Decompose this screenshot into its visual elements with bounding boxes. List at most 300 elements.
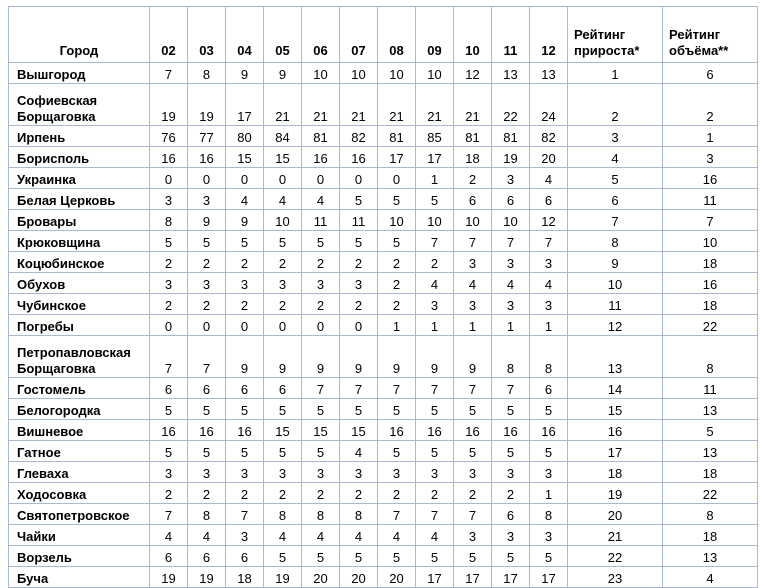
- growth-rank-cell: 4: [568, 147, 663, 168]
- volume-rank-cell: 2: [663, 84, 758, 126]
- year-value-cell: 17: [416, 567, 454, 588]
- column-header-year: 11: [492, 7, 530, 63]
- growth-rank-cell: 17: [568, 441, 663, 462]
- year-value-cell: 0: [378, 168, 416, 189]
- year-value-cell: 2: [226, 483, 264, 504]
- year-value-cell: 5: [378, 231, 416, 252]
- year-value-cell: 3: [150, 273, 188, 294]
- year-value-cell: 4: [150, 525, 188, 546]
- year-value-cell: 2: [378, 273, 416, 294]
- year-value-cell: 5: [188, 231, 226, 252]
- year-value-cell: 20: [302, 567, 340, 588]
- year-value-cell: 2: [302, 294, 340, 315]
- growth-rank-cell: 14: [568, 378, 663, 399]
- year-value-cell: 20: [530, 147, 568, 168]
- city-name-cell: Ворзель: [9, 546, 150, 567]
- year-value-cell: 15: [340, 420, 378, 441]
- year-value-cell: 16: [378, 420, 416, 441]
- year-value-cell: 6: [188, 546, 226, 567]
- year-value-cell: 10: [416, 63, 454, 84]
- table-row: [9, 315, 758, 336]
- year-value-cell: 6: [492, 189, 530, 210]
- year-value-cell: 16: [340, 147, 378, 168]
- year-value-cell: 5: [302, 399, 340, 420]
- year-value-cell: 17: [226, 84, 264, 126]
- year-value-cell: 6: [454, 189, 492, 210]
- growth-rank-cell: 5: [568, 168, 663, 189]
- year-value-cell: 2: [492, 483, 530, 504]
- volume-rank-cell: 16: [663, 168, 758, 189]
- year-value-cell: 3: [188, 462, 226, 483]
- table-row: [9, 126, 758, 147]
- year-value-cell: 10: [340, 63, 378, 84]
- city-name-cell: Софиевская Борщаговка: [9, 84, 150, 126]
- year-value-cell: 15: [264, 420, 302, 441]
- year-value-cell: 13: [530, 63, 568, 84]
- year-value-cell: 5: [264, 231, 302, 252]
- column-header-year: 08: [378, 7, 416, 63]
- year-value-cell: 9: [340, 336, 378, 378]
- year-value-cell: 8: [188, 63, 226, 84]
- table-row: [9, 63, 758, 84]
- year-value-cell: 5: [378, 546, 416, 567]
- year-value-cell: 8: [302, 504, 340, 525]
- year-value-cell: 5: [340, 546, 378, 567]
- growth-rank-cell: 23: [568, 567, 663, 588]
- growth-rank-cell: 15: [568, 399, 663, 420]
- table-row: [9, 525, 758, 546]
- year-value-cell: 3: [150, 189, 188, 210]
- year-value-cell: 81: [378, 126, 416, 147]
- year-value-cell: 9: [226, 336, 264, 378]
- column-header-year: 04: [226, 7, 264, 63]
- year-value-cell: 84: [264, 126, 302, 147]
- volume-rank-cell: 3: [663, 147, 758, 168]
- year-value-cell: 17: [530, 567, 568, 588]
- year-value-cell: 7: [416, 231, 454, 252]
- year-value-cell: 5: [188, 441, 226, 462]
- volume-rank-cell: 7: [663, 210, 758, 231]
- year-value-cell: 10: [416, 210, 454, 231]
- volume-rank-cell: 18: [663, 525, 758, 546]
- year-value-cell: 5: [302, 441, 340, 462]
- year-value-cell: 2: [150, 294, 188, 315]
- header-row: [9, 7, 758, 63]
- growth-rank-cell: 1: [568, 63, 663, 84]
- growth-rank-cell: 2: [568, 84, 663, 126]
- table-row: [9, 504, 758, 525]
- year-value-cell: 7: [454, 231, 492, 252]
- year-value-cell: 4: [226, 189, 264, 210]
- year-value-cell: 3: [378, 462, 416, 483]
- year-value-cell: 12: [530, 210, 568, 231]
- volume-rank-cell: 18: [663, 462, 758, 483]
- growth-rank-cell: 13: [568, 336, 663, 378]
- column-header-year: 07: [340, 7, 378, 63]
- table-row: [9, 294, 758, 315]
- year-value-cell: 9: [264, 336, 302, 378]
- year-value-cell: 7: [530, 231, 568, 252]
- year-value-cell: 6: [150, 378, 188, 399]
- year-value-cell: 5: [492, 546, 530, 567]
- table-row: [9, 84, 758, 126]
- year-value-cell: 81: [492, 126, 530, 147]
- year-value-cell: 4: [492, 273, 530, 294]
- year-value-cell: 1: [492, 315, 530, 336]
- year-value-cell: 3: [340, 273, 378, 294]
- year-value-cell: 7: [416, 378, 454, 399]
- volume-rank-cell: 11: [663, 378, 758, 399]
- year-value-cell: 2: [454, 483, 492, 504]
- year-value-cell: 3: [492, 252, 530, 273]
- column-header-year: 03: [188, 7, 226, 63]
- year-value-cell: 5: [416, 399, 454, 420]
- year-value-cell: 2: [416, 483, 454, 504]
- year-value-cell: 9: [226, 210, 264, 231]
- city-name-cell: Святопетровское: [9, 504, 150, 525]
- year-value-cell: 2: [264, 483, 302, 504]
- year-value-cell: 77: [188, 126, 226, 147]
- table-row: [9, 546, 758, 567]
- year-value-cell: 21: [340, 84, 378, 126]
- table-body: [9, 63, 758, 588]
- year-value-cell: 7: [454, 504, 492, 525]
- city-name-cell: Погребы: [9, 315, 150, 336]
- year-value-cell: 5: [530, 546, 568, 567]
- column-header-year: 06: [302, 7, 340, 63]
- year-value-cell: 2: [340, 252, 378, 273]
- year-value-cell: 15: [264, 147, 302, 168]
- year-value-cell: 8: [264, 504, 302, 525]
- year-value-cell: 7: [492, 378, 530, 399]
- volume-rank-cell: 5: [663, 420, 758, 441]
- year-value-cell: 3: [454, 294, 492, 315]
- year-value-cell: 10: [454, 210, 492, 231]
- year-value-cell: 10: [378, 210, 416, 231]
- growth-rank-cell: 7: [568, 210, 663, 231]
- year-value-cell: 6: [150, 546, 188, 567]
- year-value-cell: 2: [188, 483, 226, 504]
- year-value-cell: 4: [378, 525, 416, 546]
- year-value-cell: 5: [340, 231, 378, 252]
- year-value-cell: 2: [188, 252, 226, 273]
- year-value-cell: 6: [264, 378, 302, 399]
- year-value-cell: 1: [530, 483, 568, 504]
- year-value-cell: 5: [150, 231, 188, 252]
- year-value-cell: 4: [340, 441, 378, 462]
- growth-rank-cell: 19: [568, 483, 663, 504]
- year-value-cell: 2: [150, 483, 188, 504]
- city-name-cell: Вишневое: [9, 420, 150, 441]
- year-value-cell: 16: [530, 420, 568, 441]
- city-name-cell: Бровары: [9, 210, 150, 231]
- year-value-cell: 7: [378, 504, 416, 525]
- growth-rank-cell: 18: [568, 462, 663, 483]
- year-value-cell: 17: [378, 147, 416, 168]
- year-value-cell: 2: [226, 294, 264, 315]
- city-name-cell: Глеваха: [9, 462, 150, 483]
- year-value-cell: 5: [454, 399, 492, 420]
- growth-rank-cell: 6: [568, 189, 663, 210]
- year-value-cell: 0: [150, 168, 188, 189]
- table-row: [9, 189, 758, 210]
- year-value-cell: 3: [264, 462, 302, 483]
- year-value-cell: 6: [492, 504, 530, 525]
- year-value-cell: 20: [378, 567, 416, 588]
- growth-rank-cell: 20: [568, 504, 663, 525]
- city-name-cell: Ирпень: [9, 126, 150, 147]
- year-value-cell: 1: [416, 168, 454, 189]
- table-row: [9, 210, 758, 231]
- city-name-cell: Чайки: [9, 525, 150, 546]
- year-value-cell: 0: [226, 315, 264, 336]
- volume-rank-cell: 11: [663, 189, 758, 210]
- year-value-cell: 8: [530, 504, 568, 525]
- year-value-cell: 17: [454, 567, 492, 588]
- year-value-cell: 16: [188, 420, 226, 441]
- year-value-cell: 0: [302, 168, 340, 189]
- year-value-cell: 81: [454, 126, 492, 147]
- year-value-cell: 3: [416, 294, 454, 315]
- year-value-cell: 8: [340, 504, 378, 525]
- table-row: [9, 399, 758, 420]
- year-value-cell: 2: [188, 294, 226, 315]
- year-value-cell: 5: [226, 441, 264, 462]
- year-value-cell: 5: [378, 441, 416, 462]
- table-row: [9, 378, 758, 399]
- volume-rank-cell: 16: [663, 273, 758, 294]
- year-value-cell: 5: [264, 399, 302, 420]
- city-name-cell: Белая Церковь: [9, 189, 150, 210]
- table-row: [9, 336, 758, 378]
- year-value-cell: 5: [492, 441, 530, 462]
- year-value-cell: 3: [492, 168, 530, 189]
- city-name-cell: Петропавловская Борщаговка: [9, 336, 150, 378]
- year-value-cell: 15: [226, 147, 264, 168]
- year-value-cell: 2: [378, 252, 416, 273]
- year-value-cell: 16: [416, 420, 454, 441]
- year-value-cell: 16: [302, 147, 340, 168]
- year-value-cell: 3: [302, 462, 340, 483]
- year-value-cell: 10: [264, 210, 302, 231]
- year-value-cell: 6: [226, 546, 264, 567]
- year-value-cell: 2: [378, 483, 416, 504]
- year-value-cell: 24: [530, 84, 568, 126]
- year-value-cell: 9: [378, 336, 416, 378]
- year-value-cell: 16: [226, 420, 264, 441]
- column-header-year: 10: [454, 7, 492, 63]
- year-value-cell: 19: [150, 84, 188, 126]
- growth-rank-cell: 8: [568, 231, 663, 252]
- year-value-cell: 3: [188, 273, 226, 294]
- year-value-cell: 5: [226, 231, 264, 252]
- table-row: [9, 147, 758, 168]
- year-value-cell: 11: [340, 210, 378, 231]
- year-value-cell: 1: [454, 315, 492, 336]
- year-value-cell: 21: [416, 84, 454, 126]
- year-value-cell: 3: [492, 462, 530, 483]
- year-value-cell: 4: [530, 168, 568, 189]
- year-value-cell: 2: [226, 252, 264, 273]
- year-value-cell: 3: [454, 462, 492, 483]
- year-value-cell: 9: [454, 336, 492, 378]
- year-value-cell: 7: [492, 231, 530, 252]
- year-value-cell: 4: [340, 525, 378, 546]
- year-value-cell: 9: [416, 336, 454, 378]
- year-value-cell: 76: [150, 126, 188, 147]
- year-value-cell: 3: [150, 462, 188, 483]
- year-value-cell: 2: [378, 294, 416, 315]
- growth-rank-cell: 9: [568, 252, 663, 273]
- growth-rank-cell: 11: [568, 294, 663, 315]
- city-name-cell: Крюковщина: [9, 231, 150, 252]
- year-value-cell: 82: [530, 126, 568, 147]
- year-value-cell: 2: [302, 252, 340, 273]
- year-value-cell: 85: [416, 126, 454, 147]
- year-value-cell: 3: [416, 462, 454, 483]
- volume-rank-cell: 18: [663, 294, 758, 315]
- year-value-cell: 82: [340, 126, 378, 147]
- column-header-year: 05: [264, 7, 302, 63]
- year-value-cell: 17: [416, 147, 454, 168]
- year-value-cell: 0: [302, 315, 340, 336]
- growth-rank-cell: 10: [568, 273, 663, 294]
- year-value-cell: 4: [302, 189, 340, 210]
- city-name-cell: Украинка: [9, 168, 150, 189]
- year-value-cell: 4: [302, 525, 340, 546]
- volume-rank-cell: 13: [663, 441, 758, 462]
- growth-rank-cell: 16: [568, 420, 663, 441]
- year-value-cell: 0: [264, 168, 302, 189]
- year-value-cell: 4: [416, 525, 454, 546]
- year-value-cell: 2: [264, 294, 302, 315]
- column-header-volume-rank: Рейтинг объёма**: [663, 7, 758, 63]
- city-name-cell: Вышгород: [9, 63, 150, 84]
- city-rating-table: [8, 6, 758, 588]
- year-value-cell: 3: [226, 273, 264, 294]
- city-name-cell: Коцюбинское: [9, 252, 150, 273]
- year-value-cell: 80: [226, 126, 264, 147]
- year-value-cell: 19: [492, 147, 530, 168]
- year-value-cell: 3: [188, 189, 226, 210]
- year-value-cell: 3: [530, 525, 568, 546]
- year-value-cell: 0: [188, 315, 226, 336]
- table-row: [9, 567, 758, 588]
- year-value-cell: 4: [188, 525, 226, 546]
- year-value-cell: 17: [492, 567, 530, 588]
- growth-rank-cell: 3: [568, 126, 663, 147]
- year-value-cell: 3: [302, 273, 340, 294]
- column-header-growth-rank: Рейтинг прироста*: [568, 7, 663, 63]
- year-value-cell: 0: [188, 168, 226, 189]
- volume-rank-cell: 22: [663, 483, 758, 504]
- volume-rank-cell: 18: [663, 252, 758, 273]
- year-value-cell: 5: [416, 189, 454, 210]
- city-name-cell: Чубинское: [9, 294, 150, 315]
- year-value-cell: 5: [150, 399, 188, 420]
- year-value-cell: 5: [454, 441, 492, 462]
- city-name-cell: Ходосовка: [9, 483, 150, 504]
- year-value-cell: 22: [492, 84, 530, 126]
- column-header-year: 02: [150, 7, 188, 63]
- year-value-cell: 3: [226, 462, 264, 483]
- year-value-cell: 10: [492, 210, 530, 231]
- year-value-cell: 5: [530, 399, 568, 420]
- year-value-cell: 16: [150, 420, 188, 441]
- year-value-cell: 2: [340, 294, 378, 315]
- year-value-cell: 5: [530, 441, 568, 462]
- year-value-cell: 4: [264, 189, 302, 210]
- year-value-cell: 4: [454, 273, 492, 294]
- table-row: [9, 420, 758, 441]
- year-value-cell: 7: [416, 504, 454, 525]
- city-name-cell: Гатное: [9, 441, 150, 462]
- year-value-cell: 1: [416, 315, 454, 336]
- volume-rank-cell: 4: [663, 567, 758, 588]
- table-row: [9, 483, 758, 504]
- growth-rank-cell: 21: [568, 525, 663, 546]
- year-value-cell: 7: [150, 336, 188, 378]
- year-value-cell: 1: [378, 315, 416, 336]
- year-value-cell: 5: [302, 231, 340, 252]
- year-value-cell: 5: [416, 441, 454, 462]
- year-value-cell: 2: [416, 252, 454, 273]
- year-value-cell: 15: [302, 420, 340, 441]
- year-value-cell: 3: [264, 273, 302, 294]
- year-value-cell: 5: [416, 546, 454, 567]
- year-value-cell: 18: [226, 567, 264, 588]
- year-value-cell: 19: [150, 567, 188, 588]
- year-value-cell: 2: [264, 252, 302, 273]
- year-value-cell: 5: [340, 189, 378, 210]
- table-row: [9, 462, 758, 483]
- year-value-cell: 21: [302, 84, 340, 126]
- year-value-cell: 5: [454, 546, 492, 567]
- year-value-cell: 2: [302, 483, 340, 504]
- year-value-cell: 3: [492, 525, 530, 546]
- year-value-cell: 7: [226, 504, 264, 525]
- city-name-cell: Белогородка: [9, 399, 150, 420]
- year-value-cell: 7: [378, 378, 416, 399]
- year-value-cell: 3: [530, 462, 568, 483]
- year-value-cell: 7: [188, 336, 226, 378]
- year-value-cell: 21: [454, 84, 492, 126]
- year-value-cell: 20: [340, 567, 378, 588]
- year-value-cell: 2: [454, 168, 492, 189]
- year-value-cell: 5: [264, 441, 302, 462]
- year-value-cell: 7: [150, 504, 188, 525]
- year-value-cell: 4: [416, 273, 454, 294]
- table-container: [8, 6, 758, 588]
- year-value-cell: 9: [226, 63, 264, 84]
- volume-rank-cell: 1: [663, 126, 758, 147]
- growth-rank-cell: 12: [568, 315, 663, 336]
- growth-rank-cell: 22: [568, 546, 663, 567]
- volume-rank-cell: 8: [663, 336, 758, 378]
- year-value-cell: 9: [302, 336, 340, 378]
- year-value-cell: 5: [378, 189, 416, 210]
- year-value-cell: 6: [226, 378, 264, 399]
- year-value-cell: 13: [492, 63, 530, 84]
- year-value-cell: 12: [454, 63, 492, 84]
- year-value-cell: 16: [150, 147, 188, 168]
- year-value-cell: 8: [530, 336, 568, 378]
- volume-rank-cell: 13: [663, 399, 758, 420]
- column-header-year: 12: [530, 7, 568, 63]
- city-name-cell: Буча: [9, 567, 150, 588]
- year-value-cell: 4: [530, 273, 568, 294]
- year-value-cell: 16: [188, 147, 226, 168]
